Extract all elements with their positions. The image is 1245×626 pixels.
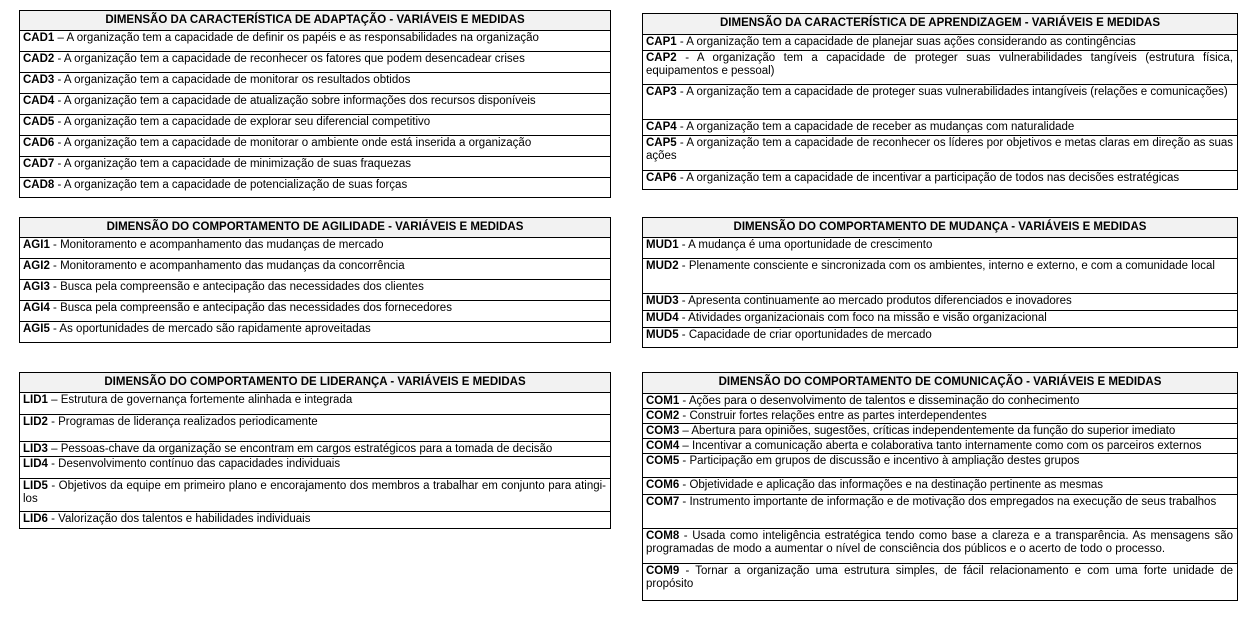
table-row <box>20 415 610 442</box>
row-code: CAD3 <box>23 74 55 86</box>
row-code: LID1 <box>23 394 48 406</box>
table-row <box>643 394 1237 409</box>
agilidade-header: DIMENSÃO DO COMPORTAMENTO DE AGILIDADE - VARIÁVEIS E MEDIDAS <box>20 218 610 238</box>
row-text: - Participação em grupos de discussão e incentivo à ampliação destes grupos <box>679 455 1080 467</box>
table-row <box>20 479 610 512</box>
row-code: CAP5 <box>646 137 677 149</box>
row-text: - A mudança é uma oportunidade de crescimento <box>678 239 933 251</box>
table-row <box>643 259 1237 294</box>
row-code: CAP2 <box>646 52 677 64</box>
row-code: MUD1 <box>646 239 679 251</box>
row-text: - A organização tem a capacidade de atualização sobre informações dos recursos disponíveis <box>54 95 536 107</box>
row-code: MUD2 <box>646 260 679 272</box>
row-text: - Programas de liderança realizados periodicamente <box>47 416 318 428</box>
table-row <box>643 120 1237 136</box>
table-row <box>20 238 610 259</box>
mudanca-header: DIMENSÃO DO COMPORTAMENTO DE MUDANÇA - VARIÁVEIS E MEDIDAS <box>643 218 1237 238</box>
row-text: - Busca pela compreensão e antecipação das necessidades dos fornecedores <box>49 302 452 314</box>
row-code: LID2 <box>23 416 48 428</box>
row-code: LID6 <box>23 513 48 525</box>
row-code: COM1 <box>646 395 680 407</box>
table-row <box>643 171 1237 189</box>
row-text: - Busca pela compreensão e antecipação das necessidades dos clientes <box>49 281 424 293</box>
row-text: - Usada como inteligência estratégica tendo como base a clareza e a transparência. As mensagens são programadas de modo a aumentar o nível de consciência dos públicos e o acerto de todo o processo. <box>646 530 1233 555</box>
table-row <box>643 51 1237 85</box>
row-code: LID4 <box>23 458 48 470</box>
row-text: - A organização tem a capacidade de proteger suas vulnerabilidades tangíveis (estrutura física, equipamentos e pessoal) <box>646 52 1233 77</box>
row-text: - Capacidade de criar oportunidades de mercado <box>678 329 932 341</box>
row-code: CAP6 <box>646 172 677 184</box>
row-text: - As oportunidades de mercado são rapidamente aproveitadas <box>49 323 371 335</box>
row-text: - A organização tem a capacidade de receber as mudanças com naturalidade <box>676 121 1075 133</box>
row-code: CAD1 <box>23 32 55 44</box>
table-row <box>20 73 610 94</box>
row-code: CAD8 <box>23 179 55 191</box>
row-text: - A organização tem a capacidade de incentivar a participação de todos nas decisões estratégicas <box>676 172 1180 184</box>
aprendizagem-table <box>642 13 1238 190</box>
table-row <box>20 178 610 197</box>
agilidade-table <box>19 217 611 343</box>
table-row <box>20 136 610 157</box>
table-row <box>20 52 610 73</box>
mudanca-table <box>642 217 1238 348</box>
adaptacao-header: DIMENSÃO DA CARACTERÍSTICA DE ADAPTAÇÃO - VARIÁVEIS E MEDIDAS <box>20 11 610 31</box>
table-row <box>20 322 610 342</box>
row-text: - A organização tem a capacidade de planejar suas ações considerando as contingências <box>676 36 1136 48</box>
row-text: - A organização tem a capacidade de minimização de suas fraquezas <box>54 158 412 170</box>
table-row <box>20 393 610 415</box>
row-code: COM5 <box>646 455 680 467</box>
row-text: – Pessoas-chave da organização se encontram em cargos estratégicos para a tomada de decisão <box>47 443 553 455</box>
table-row <box>643 238 1237 259</box>
row-code: CAD5 <box>23 116 55 128</box>
table-row <box>643 85 1237 120</box>
adaptacao-table <box>19 10 611 198</box>
comunicacao-header: DIMENSÃO DO COMPORTAMENTO DE COMUNICAÇÃO - VARIÁVEIS E MEDIDAS <box>643 373 1237 394</box>
row-text: - Apresenta continuamente ao mercado produtos diferenciados e inovadores <box>678 295 1072 307</box>
table-row <box>20 301 610 322</box>
row-code: AGI5 <box>23 323 50 335</box>
row-text: - A organização tem a capacidade de monitorar o ambiente onde está inserida a organização <box>54 137 532 149</box>
row-code: COM3 <box>646 425 680 437</box>
row-code: COM6 <box>646 479 680 491</box>
row-code: CAP4 <box>646 121 677 133</box>
table-row <box>20 512 610 528</box>
row-text: - A organização tem a capacidade de explorar seu diferencial competitivo <box>54 116 431 128</box>
table-row <box>20 442 610 457</box>
table-row <box>643 495 1237 529</box>
row-code: MUD3 <box>646 295 679 307</box>
table-row <box>643 311 1237 328</box>
row-text: - Objetivos da equipe em primeiro plano e encorajamento dos membros a trabalhar em conjunto para atingi-los <box>23 480 606 505</box>
row-text: – Estrutura de governança fortemente alinhada e integrada <box>47 394 353 406</box>
table-row <box>20 457 610 479</box>
table-row <box>643 294 1237 311</box>
row-code: COM2 <box>646 410 680 422</box>
row-text: - Monitoramento e acompanhamento das mudanças de mercado <box>49 239 384 251</box>
row-code: MUD4 <box>646 312 679 324</box>
row-code: AGI2 <box>23 260 50 272</box>
row-text: - A organização tem a capacidade de reconhecer os líderes por objetivos e metas claras em direção as suas ações <box>646 137 1233 162</box>
table-row <box>643 136 1237 171</box>
row-text: - Objetividade e aplicação das informações e na destinação pertinente as mesmas <box>679 479 1104 491</box>
table-row <box>20 157 610 178</box>
lideranca-table <box>19 372 611 529</box>
row-text: – Abertura para opiniões, sugestões, críticas independentemente da função do superior imediato <box>679 425 1176 437</box>
aprendizagem-header: DIMENSÃO DA CARACTERÍSTICA DE APRENDIZAGEM - VARIÁVEIS E MEDIDAS <box>643 14 1237 35</box>
row-text: - Monitoramento e acompanhamento das mudanças da concorrência <box>49 260 405 272</box>
table-row <box>643 529 1237 564</box>
table-row <box>643 478 1237 495</box>
row-text: - Tornar a organização uma estrutura simples, de fácil relacionamento e com uma forte unidade de propósito <box>646 565 1233 590</box>
row-code: COM7 <box>646 496 680 508</box>
row-text: - Atividades organizacionais com foco na missão e visão organizacional <box>678 312 1047 324</box>
row-text: - Valorização dos talentos e habilidades individuais <box>47 513 311 525</box>
table-row <box>20 31 610 52</box>
row-code: LID3 <box>23 443 48 455</box>
row-text: - Ações para o desenvolvimento de talentos e disseminação do conhecimento <box>679 395 1080 407</box>
row-text: - A organização tem a capacidade de potencialização de suas forças <box>54 179 408 191</box>
row-text: - Construir fortes relações entre as partes interdependentes <box>679 410 987 422</box>
row-code: CAD7 <box>23 158 55 170</box>
row-code: COM9 <box>646 565 680 577</box>
table-row <box>643 35 1237 51</box>
comunicacao-table <box>642 372 1238 601</box>
table-row <box>643 454 1237 478</box>
table-row <box>20 280 610 301</box>
table-row <box>643 439 1237 454</box>
row-code: CAD2 <box>23 53 55 65</box>
row-code: AGI1 <box>23 239 50 251</box>
row-code: MUD5 <box>646 329 679 341</box>
table-row <box>643 564 1237 600</box>
row-text: - Plenamente consciente e sincronizada com os ambientes, interno e externo, e com a comunidade local <box>678 260 1215 272</box>
row-text: – A organização tem a capacidade de definir os papéis e as responsabilidades na organização <box>54 32 539 44</box>
row-text: - A organização tem a capacidade de monitorar os resultados obtidos <box>54 74 411 86</box>
row-code: COM8 <box>646 530 680 542</box>
row-code: AGI3 <box>23 281 50 293</box>
row-code: CAD6 <box>23 137 55 149</box>
row-text: - A organização tem a capacidade de reconhecer os fatores que podem desencadear crises <box>54 53 525 65</box>
row-code: CAP1 <box>646 36 677 48</box>
table-row <box>643 328 1237 347</box>
row-code: CAD4 <box>23 95 55 107</box>
row-text: – Incentivar a comunicação aberta e colaborativa tanto internamente como com os parceiros externos <box>679 440 1202 452</box>
row-text: - A organização tem a capacidade de proteger suas vulnerabilidades intangíveis (relações e comunicações) <box>676 86 1228 98</box>
table-row <box>20 115 610 136</box>
table-row <box>20 259 610 280</box>
table-row <box>643 409 1237 424</box>
row-code: LID5 <box>23 480 48 492</box>
row-code: CAP3 <box>646 86 677 98</box>
row-text: - Instrumento importante de informação e de motivação dos empregados na execução de seus trabalhos <box>679 496 1217 508</box>
lideranca-header: DIMENSÃO DO COMPORTAMENTO DE LIDERANÇA - VARIÁVEIS E MEDIDAS <box>20 373 610 393</box>
table-row <box>643 424 1237 439</box>
row-code: AGI4 <box>23 302 50 314</box>
row-code: COM4 <box>646 440 680 452</box>
table-row <box>20 94 610 115</box>
row-text: - Desenvolvimento contínuo das capacidades individuais <box>47 458 341 470</box>
